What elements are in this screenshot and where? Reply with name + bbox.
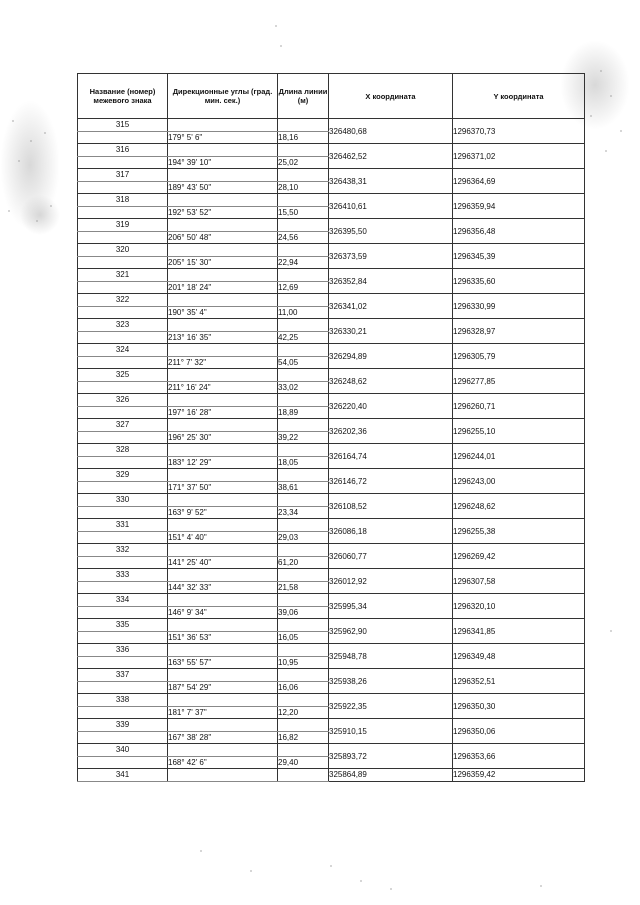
scan-speck (50, 205, 52, 207)
length-cell-empty (278, 469, 329, 482)
direction-angle-cell: 163° 55' 57" (168, 656, 278, 669)
angle-cell-empty (168, 744, 278, 757)
point-name-cell: 341 (78, 769, 168, 782)
length-cell-empty (278, 144, 329, 157)
direction-angle-cell: 196° 25' 30" (168, 431, 278, 444)
header-direction-angle: Дирекционные углы (град. мин. сек.) (168, 74, 278, 119)
y-coordinate-cell: 1296371,02 (453, 144, 585, 169)
scan-speck (18, 160, 20, 162)
direction-angle-cell: 179° 5' 6" (168, 131, 278, 144)
y-coordinate-cell: 1296305,79 (453, 344, 585, 369)
scan-speck (610, 95, 612, 97)
y-coordinate-cell: 1296356,48 (453, 219, 585, 244)
length-cell-empty (278, 119, 329, 132)
point-name-cell-empty (78, 381, 168, 394)
table-row (78, 644, 585, 657)
point-name-cell-empty (78, 506, 168, 519)
point-name-cell: 328 (78, 444, 168, 457)
angle-cell-empty (168, 394, 278, 407)
table-row (78, 719, 585, 732)
y-coordinate-cell: 1296349,48 (453, 644, 585, 669)
direction-angle-cell: 151° 36' 53" (168, 631, 278, 644)
table-row (78, 169, 585, 182)
x-coordinate-cell: 325938,26 (329, 669, 453, 694)
scan-speck (360, 880, 362, 882)
point-name-cell: 337 (78, 669, 168, 682)
direction-angle-cell: 197° 16' 28" (168, 406, 278, 419)
x-coordinate-cell: 326480,68 (329, 119, 453, 144)
line-length-cell: 11,00 (278, 306, 329, 319)
scan-speck (250, 870, 252, 872)
y-coordinate-cell: 1296364,69 (453, 169, 585, 194)
point-name-cell-empty (78, 681, 168, 694)
y-coordinate-cell: 1296269,42 (453, 544, 585, 569)
scan-speck (200, 850, 202, 852)
angle-cell-empty (168, 344, 278, 357)
length-cell-empty (278, 719, 329, 732)
length-cell-empty (278, 544, 329, 557)
x-coordinate-cell: 325995,34 (329, 594, 453, 619)
x-coordinate-cell: 326012,92 (329, 569, 453, 594)
angle-cell-empty (168, 419, 278, 432)
y-coordinate-cell: 1296353,66 (453, 744, 585, 769)
point-name-cell-empty (78, 206, 168, 219)
direction-angle-cell: 189° 43' 50" (168, 181, 278, 194)
x-coordinate-cell: 326438,31 (329, 169, 453, 194)
direction-angle-cell: 163° 9' 52" (168, 506, 278, 519)
point-name-cell: 338 (78, 694, 168, 707)
table-row (78, 769, 585, 782)
angle-cell-empty (168, 119, 278, 132)
point-name-cell-empty (78, 256, 168, 269)
length-cell-empty (278, 369, 329, 382)
line-length-cell: 28,10 (278, 181, 329, 194)
angle-cell-empty (168, 569, 278, 582)
point-name-cell: 321 (78, 269, 168, 282)
angle-cell-empty (168, 269, 278, 282)
line-length-cell: 16,06 (278, 681, 329, 694)
angle-cell-empty (168, 494, 278, 507)
direction-angle-cell: 146° 9' 34" (168, 606, 278, 619)
table-row (78, 669, 585, 682)
table-row (78, 444, 585, 457)
table-row (78, 469, 585, 482)
y-coordinate-cell: 1296341,85 (453, 619, 585, 644)
point-name-cell: 316 (78, 144, 168, 157)
point-name-cell: 330 (78, 494, 168, 507)
line-length-cell: 12,20 (278, 706, 329, 719)
scan-speck (610, 630, 612, 632)
length-cell-empty (278, 419, 329, 432)
table-row (78, 369, 585, 382)
x-coordinate-cell: 325948,78 (329, 644, 453, 669)
y-coordinate-cell: 1296243,00 (453, 469, 585, 494)
direction-angle-cell: 141° 25' 40" (168, 556, 278, 569)
y-coordinate-cell: 1296352,51 (453, 669, 585, 694)
angle-cell-empty (168, 719, 278, 732)
line-length-cell: 33,02 (278, 381, 329, 394)
direction-angle-cell: 192° 53' 52" (168, 206, 278, 219)
y-coordinate-cell: 1296328,97 (453, 319, 585, 344)
scan-speck (600, 70, 602, 72)
length-cell-empty (278, 194, 329, 207)
point-name-cell-empty (78, 631, 168, 644)
length-cell-empty (278, 669, 329, 682)
line-length-cell: 18,05 (278, 456, 329, 469)
angle-cell-empty (168, 619, 278, 632)
point-name-cell-empty (78, 331, 168, 344)
direction-angle-cell: 181° 7' 37" (168, 706, 278, 719)
line-length-cell: 15,50 (278, 206, 329, 219)
point-name-cell: 323 (78, 319, 168, 332)
direction-angle-cell: 201° 18' 24" (168, 281, 278, 294)
table-row (78, 594, 585, 607)
x-coordinate-cell: 326202,36 (329, 419, 453, 444)
scan-speck (36, 220, 38, 222)
x-coordinate-cell: 326341,02 (329, 294, 453, 319)
point-name-cell-empty (78, 656, 168, 669)
angle-cell-empty (168, 219, 278, 232)
scan-speck (330, 865, 332, 867)
table-row (78, 694, 585, 707)
y-coordinate-cell: 1296359,94 (453, 194, 585, 219)
x-coordinate-cell: 326248,62 (329, 369, 453, 394)
table-body (78, 119, 585, 782)
direction-angle-cell: 211° 7' 32" (168, 356, 278, 369)
x-coordinate-cell: 326373,59 (329, 244, 453, 269)
angle-cell-empty (168, 544, 278, 557)
angle-cell-empty (168, 669, 278, 682)
y-coordinate-cell: 1296345,39 (453, 244, 585, 269)
length-cell-empty (278, 169, 329, 182)
point-name-cell: 332 (78, 544, 168, 557)
line-length-cell: 38,61 (278, 481, 329, 494)
point-name-cell-empty (78, 481, 168, 494)
angle-cell-empty (168, 444, 278, 457)
direction-angle-cell: 206° 50' 48" (168, 231, 278, 244)
direction-angle-cell: 183° 12' 29" (168, 456, 278, 469)
table-row (78, 419, 585, 432)
x-coordinate-cell: 325893,72 (329, 744, 453, 769)
length-cell-empty (278, 219, 329, 232)
header-y-coordinate: Y координата (453, 74, 585, 119)
angle-cell-empty (168, 294, 278, 307)
line-length-cell: 16,82 (278, 731, 329, 744)
line-length-cell: 39,06 (278, 606, 329, 619)
angle-cell-empty (168, 369, 278, 382)
point-name-cell: 319 (78, 219, 168, 232)
scan-speck (620, 130, 622, 132)
point-name-cell: 317 (78, 169, 168, 182)
length-cell-empty (278, 569, 329, 582)
table-row (78, 619, 585, 632)
table-row (78, 394, 585, 407)
length-cell-empty (278, 769, 329, 782)
point-name-cell-empty (78, 356, 168, 369)
length-cell-empty (278, 694, 329, 707)
scan-speck (275, 25, 277, 27)
line-length-cell: 54,05 (278, 356, 329, 369)
line-length-cell: 29,40 (278, 756, 329, 769)
y-coordinate-cell: 1296244,01 (453, 444, 585, 469)
direction-angle-cell: 211° 16' 24" (168, 381, 278, 394)
length-cell-empty (278, 244, 329, 257)
angle-cell-empty (168, 519, 278, 532)
x-coordinate-cell: 326086,18 (329, 519, 453, 544)
header-point-name: Название (номер) межевого знака (78, 74, 168, 119)
table-header-row (78, 74, 585, 119)
point-name-cell-empty (78, 231, 168, 244)
header-line-length: Длина линии (м) (278, 74, 329, 119)
line-length-cell: 39,22 (278, 431, 329, 444)
length-cell-empty (278, 594, 329, 607)
line-length-cell: 16,05 (278, 631, 329, 644)
x-coordinate-cell: 326330,21 (329, 319, 453, 344)
y-coordinate-cell: 1296350,06 (453, 719, 585, 744)
table-row (78, 319, 585, 332)
point-name-cell-empty (78, 156, 168, 169)
length-cell-empty (278, 394, 329, 407)
point-name-cell-empty (78, 281, 168, 294)
table-row (78, 569, 585, 582)
length-cell-empty (278, 494, 329, 507)
direction-angle-cell: 171° 37' 50" (168, 481, 278, 494)
scan-speck (280, 45, 282, 47)
y-coordinate-cell: 1296255,10 (453, 419, 585, 444)
point-name-cell-empty (78, 706, 168, 719)
angle-cell-empty (168, 144, 278, 157)
line-length-cell: 12,69 (278, 281, 329, 294)
line-length-cell: 25,02 (278, 156, 329, 169)
y-coordinate-cell: 1296307,58 (453, 569, 585, 594)
x-coordinate-cell: 326060,77 (329, 544, 453, 569)
line-length-cell: 10,95 (278, 656, 329, 669)
x-coordinate-cell: 326395,50 (329, 219, 453, 244)
y-coordinate-cell: 1296277,85 (453, 369, 585, 394)
point-name-cell: 325 (78, 369, 168, 382)
length-cell-empty (278, 744, 329, 757)
point-name-cell-empty (78, 431, 168, 444)
length-cell-empty (278, 344, 329, 357)
scan-speck (44, 132, 46, 134)
x-coordinate-cell: 325962,90 (329, 619, 453, 644)
table-row (78, 544, 585, 557)
angle-cell-empty (168, 194, 278, 207)
table-row (78, 494, 585, 507)
point-name-cell: 333 (78, 569, 168, 582)
direction-angle-cell: 213° 16' 35" (168, 331, 278, 344)
x-coordinate-cell: 326108,52 (329, 494, 453, 519)
scan-speck (540, 885, 542, 887)
table-row (78, 219, 585, 232)
y-coordinate-cell: 1296260,71 (453, 394, 585, 419)
angle-cell-empty (168, 769, 278, 782)
line-length-cell: 21,58 (278, 581, 329, 594)
angle-cell-empty (168, 169, 278, 182)
direction-angle-cell: 167° 38' 28" (168, 731, 278, 744)
point-name-cell: 340 (78, 744, 168, 757)
point-name-cell-empty (78, 731, 168, 744)
point-name-cell: 320 (78, 244, 168, 257)
line-length-cell: 22,94 (278, 256, 329, 269)
y-coordinate-cell: 1296350,30 (453, 694, 585, 719)
point-name-cell: 339 (78, 719, 168, 732)
line-length-cell: 18,89 (278, 406, 329, 419)
scan-speck (8, 210, 10, 212)
point-name-cell: 329 (78, 469, 168, 482)
length-cell-empty (278, 619, 329, 632)
direction-angle-cell: 190° 35' 4" (168, 306, 278, 319)
table-row (78, 519, 585, 532)
point-name-cell: 318 (78, 194, 168, 207)
x-coordinate-cell: 326294,89 (329, 344, 453, 369)
line-length-cell: 18,16 (278, 131, 329, 144)
point-name-cell: 335 (78, 619, 168, 632)
point-name-cell-empty (78, 306, 168, 319)
length-cell-empty (278, 644, 329, 657)
length-cell-empty (278, 444, 329, 457)
angle-cell-empty (168, 594, 278, 607)
table-row (78, 744, 585, 757)
line-length-cell: 29,03 (278, 531, 329, 544)
line-length-cell: 23,34 (278, 506, 329, 519)
point-name-cell: 315 (78, 119, 168, 132)
point-name-cell: 336 (78, 644, 168, 657)
y-coordinate-cell: 1296335,60 (453, 269, 585, 294)
scan-speck (590, 115, 592, 117)
point-name-cell: 326 (78, 394, 168, 407)
angle-cell-empty (168, 244, 278, 257)
scan-speck (605, 150, 607, 152)
point-name-cell: 322 (78, 294, 168, 307)
table-row (78, 119, 585, 132)
y-coordinate-cell: 1296370,73 (453, 119, 585, 144)
x-coordinate-cell: 325910,15 (329, 719, 453, 744)
header-x-coordinate: X координата (329, 74, 453, 119)
y-coordinate-cell: 1296248,62 (453, 494, 585, 519)
direction-angle-cell: 168° 42' 6" (168, 756, 278, 769)
point-name-cell: 324 (78, 344, 168, 357)
angle-cell-empty (168, 694, 278, 707)
point-name-cell-empty (78, 131, 168, 144)
x-coordinate-cell: 325864,89 (329, 769, 453, 782)
point-name-cell-empty (78, 581, 168, 594)
direction-angle-cell: 187° 54' 29" (168, 681, 278, 694)
angle-cell-empty (168, 644, 278, 657)
angle-cell-empty (168, 469, 278, 482)
boundary-points-table (77, 73, 585, 782)
y-coordinate-cell: 1296359,42 (453, 769, 585, 782)
table-row (78, 269, 585, 282)
x-coordinate-cell: 326146,72 (329, 469, 453, 494)
point-name-cell-empty (78, 456, 168, 469)
table-row (78, 144, 585, 157)
length-cell-empty (278, 294, 329, 307)
scan-speck (30, 140, 32, 142)
x-coordinate-cell: 325922,35 (329, 694, 453, 719)
length-cell-empty (278, 269, 329, 282)
line-length-cell: 24,56 (278, 231, 329, 244)
angle-cell-empty (168, 319, 278, 332)
table-row (78, 244, 585, 257)
direction-angle-cell: 205° 15' 30" (168, 256, 278, 269)
scan-speck (390, 888, 392, 890)
point-name-cell: 334 (78, 594, 168, 607)
table-row (78, 294, 585, 307)
x-coordinate-cell: 326462,52 (329, 144, 453, 169)
y-coordinate-cell: 1296330,99 (453, 294, 585, 319)
y-coordinate-cell: 1296255,38 (453, 519, 585, 544)
line-length-cell: 42,25 (278, 331, 329, 344)
length-cell-empty (278, 319, 329, 332)
x-coordinate-cell: 326164,74 (329, 444, 453, 469)
table-row (78, 194, 585, 207)
point-name-cell-empty (78, 606, 168, 619)
point-name-cell-empty (78, 181, 168, 194)
point-name-cell: 331 (78, 519, 168, 532)
y-coordinate-cell: 1296320,10 (453, 594, 585, 619)
point-name-cell: 327 (78, 419, 168, 432)
direction-angle-cell: 194° 39' 10" (168, 156, 278, 169)
line-length-cell: 61,20 (278, 556, 329, 569)
direction-angle-cell: 151° 4' 40" (168, 531, 278, 544)
point-name-cell-empty (78, 556, 168, 569)
point-name-cell-empty (78, 406, 168, 419)
x-coordinate-cell: 326410,61 (329, 194, 453, 219)
direction-angle-cell: 144° 32' 33" (168, 581, 278, 594)
length-cell-empty (278, 519, 329, 532)
x-coordinate-cell: 326352,84 (329, 269, 453, 294)
table-row (78, 344, 585, 357)
point-name-cell-empty (78, 756, 168, 769)
scan-speck (12, 120, 14, 122)
point-name-cell-empty (78, 531, 168, 544)
x-coordinate-cell: 326220,40 (329, 394, 453, 419)
